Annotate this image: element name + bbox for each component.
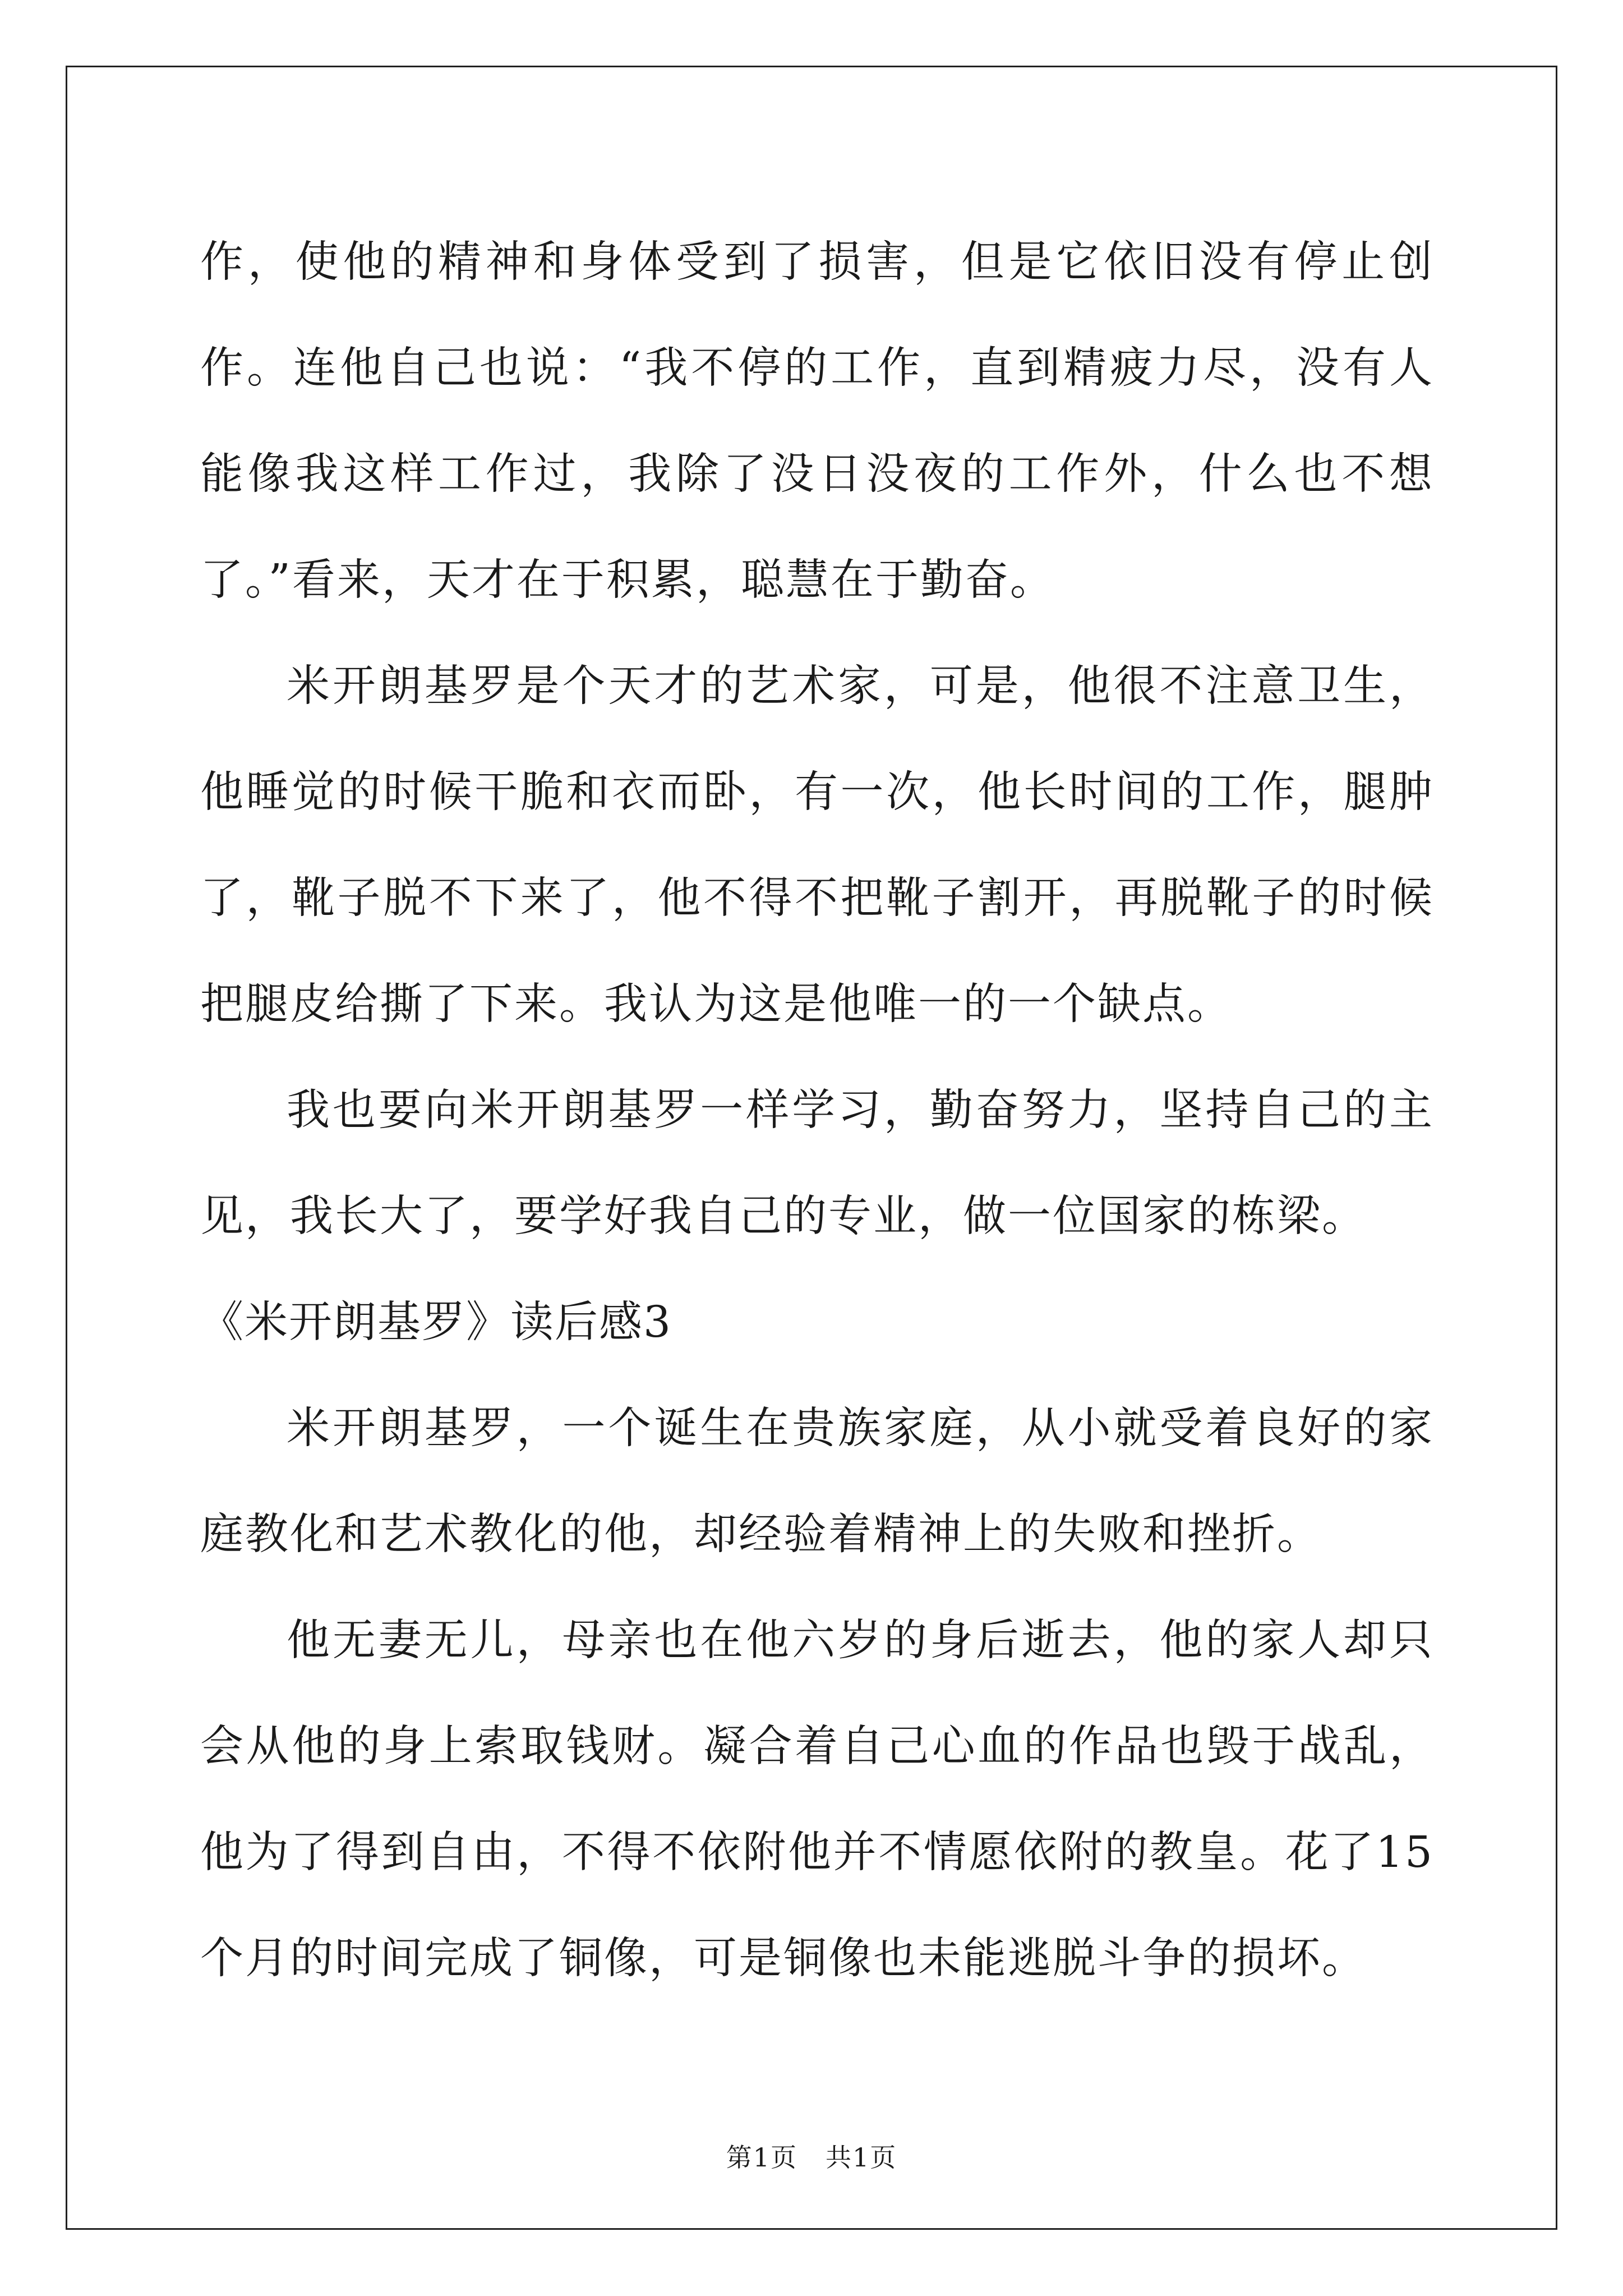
paragraph-4: 米开朗基罗，一个诞生在贵族家庭，从小就受着良好的家庭教化和艺术教化的他，却经验着精神上的失败和挫折。 <box>200 1404 1434 1559</box>
paragraph-3: 我也要向米开朗基罗一样学习，勤奋努力，坚持自己的主见，我长大了，要学好我自己的专业，做一位国家的栋梁。 <box>200 1085 1434 1241</box>
page-footer <box>0 2137 1623 2174</box>
document-body <box>200 209 1434 2012</box>
paragraph-5: 他无妻无儿，母亲也在他六岁的身后逝去，他的家人却只会从他的身上索取钱财。凝合着自己心血的作品也毁于战乱，他为了得到自由，不得不依附他并不情愿依附的教皇。花了15个月的时间完成了铜像，可是铜像也未能逃脱斗争的损坏。 <box>200 1616 1434 1984</box>
page-number-current: 第1页 <box>726 2142 797 2173</box>
page-number-total: 共1页 <box>826 2142 897 2173</box>
paragraph-2: 米开朗基罗是个天才的艺术家，可是，他很不注意卫生，他睡觉的时候干脆和衣而卧，有一次，他长时间的工作，腿肿了，靴子脱不下来了，他不得不把靴子割开，再脱靴子的时候把腿皮给撕了下来。我认为这是他唯一的一个缺点。 <box>200 661 1434 1029</box>
section-heading: 《米开朗基罗》读后感3 <box>200 1297 672 1347</box>
paragraph-1: 作，使他的精神和身体受到了损害，但是它依旧没有停止创作。连他自己也说：“我不停的工作，直到精疲力尽，没有人能像我这样工作过，我除了没日没夜的工作外，什么也不想了。”看来，天才在于积累，聪慧在于勤奋。 <box>200 237 1434 605</box>
